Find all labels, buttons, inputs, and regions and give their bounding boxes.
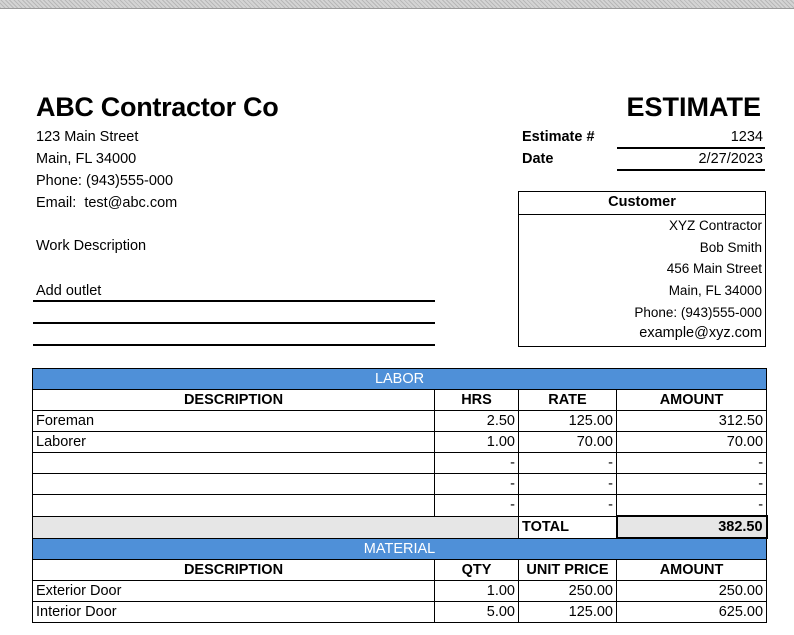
customer-street[interactable]: 456 Main Street <box>666 261 762 277</box>
labor-heading: LABOR <box>33 369 767 390</box>
labor-rate-cell[interactable]: - <box>519 453 617 474</box>
work-description-line-1[interactable]: Add outlet <box>33 281 435 302</box>
top-border-band <box>0 0 794 9</box>
material-col-amount: AMOUNT <box>617 560 767 581</box>
customer-email[interactable]: example@xyz.com <box>639 325 762 342</box>
table-row <box>33 581 767 602</box>
labor-total-label: TOTAL <box>519 516 617 538</box>
material-col-qty: QTY <box>435 560 519 581</box>
estimate-number-field[interactable]: 1234 <box>617 128 765 149</box>
labor-rate-cell[interactable]: - <box>519 474 617 495</box>
document-title: ESTIMATE <box>626 92 761 122</box>
material-desc-cell[interactable]: Exterior Door <box>33 581 435 602</box>
labor-desc-cell[interactable]: Foreman <box>33 411 435 432</box>
labor-amount-cell: 70.00 <box>617 432 767 453</box>
estimate-number-label: Estimate # <box>522 129 595 145</box>
material-desc-cell[interactable]: Interior Door <box>33 602 435 623</box>
labor-column-headers <box>33 390 767 411</box>
labor-col-amount: AMOUNT <box>617 390 767 411</box>
company-address-line-1: 123 Main Street <box>36 129 139 145</box>
material-section-header <box>33 538 767 560</box>
customer-phone[interactable]: Phone: (943)555-000 <box>634 304 762 320</box>
customer-heading: Customer <box>519 192 765 215</box>
material-qty-cell[interactable]: 1.00 <box>435 581 519 602</box>
labor-amount-cell: 312.50 <box>617 411 767 432</box>
material-amount-cell: 625.00 <box>617 602 767 623</box>
material-qty-cell[interactable]: 5.00 <box>435 602 519 623</box>
labor-desc-cell[interactable] <box>33 474 435 495</box>
date-label: Date <box>522 151 554 167</box>
company-name: ABC Contractor Co <box>36 92 279 122</box>
work-description-label: Work Description <box>36 238 147 254</box>
work-description-line-3[interactable] <box>33 325 435 346</box>
labor-col-description: DESCRIPTION <box>33 390 435 411</box>
customer-city[interactable]: Main, FL 34000 <box>668 283 762 299</box>
labor-amount-cell: - <box>617 453 767 474</box>
table-row <box>33 453 767 474</box>
labor-desc-cell[interactable] <box>33 495 435 517</box>
labor-section-header <box>33 369 767 390</box>
material-amount-cell: 250.00 <box>617 581 767 602</box>
labor-total-value: 382.50 <box>617 516 767 538</box>
work-description-line-2[interactable] <box>33 303 435 324</box>
labor-total-spacer <box>33 516 519 538</box>
table-row <box>33 602 767 623</box>
company-email: Email: test@abc.com <box>36 195 178 211</box>
table-row <box>33 495 767 517</box>
material-heading: MATERIAL <box>33 538 767 560</box>
company-address-line-2: Main, FL 34000 <box>36 151 137 167</box>
customer-box <box>518 191 766 347</box>
labor-rate-cell[interactable]: 125.00 <box>519 411 617 432</box>
labor-hrs-cell[interactable]: - <box>435 495 519 517</box>
material-col-description: DESCRIPTION <box>33 560 435 581</box>
material-price-cell[interactable]: 125.00 <box>519 602 617 623</box>
labor-col-rate: RATE <box>519 390 617 411</box>
labor-hrs-cell[interactable]: - <box>435 453 519 474</box>
customer-company[interactable]: XYZ Contractor <box>668 218 762 233</box>
labor-desc-cell[interactable] <box>33 453 435 474</box>
date-field[interactable]: 2/27/2023 <box>617 150 765 171</box>
labor-hrs-cell[interactable]: 2.50 <box>435 411 519 432</box>
labor-rate-cell[interactable]: 70.00 <box>519 432 617 453</box>
labor-rate-cell[interactable]: - <box>519 495 617 517</box>
labor-amount-cell: - <box>617 495 767 517</box>
labor-table <box>32 368 768 623</box>
labor-hrs-cell[interactable]: 1.00 <box>435 432 519 453</box>
table-row <box>33 411 767 432</box>
labor-col-hrs: HRS <box>435 390 519 411</box>
table-row <box>33 432 767 453</box>
table-row <box>33 474 767 495</box>
customer-contact[interactable]: Bob Smith <box>699 239 762 255</box>
material-column-headers <box>33 560 767 581</box>
material-price-cell[interactable]: 250.00 <box>519 581 617 602</box>
labor-hrs-cell[interactable]: - <box>435 474 519 495</box>
company-phone: Phone: (943)555-000 <box>36 173 174 189</box>
labor-total-row <box>33 516 767 538</box>
labor-amount-cell: - <box>617 474 767 495</box>
labor-desc-cell[interactable]: Laborer <box>33 432 435 453</box>
material-col-unit-price: UNIT PRICE <box>519 560 617 581</box>
